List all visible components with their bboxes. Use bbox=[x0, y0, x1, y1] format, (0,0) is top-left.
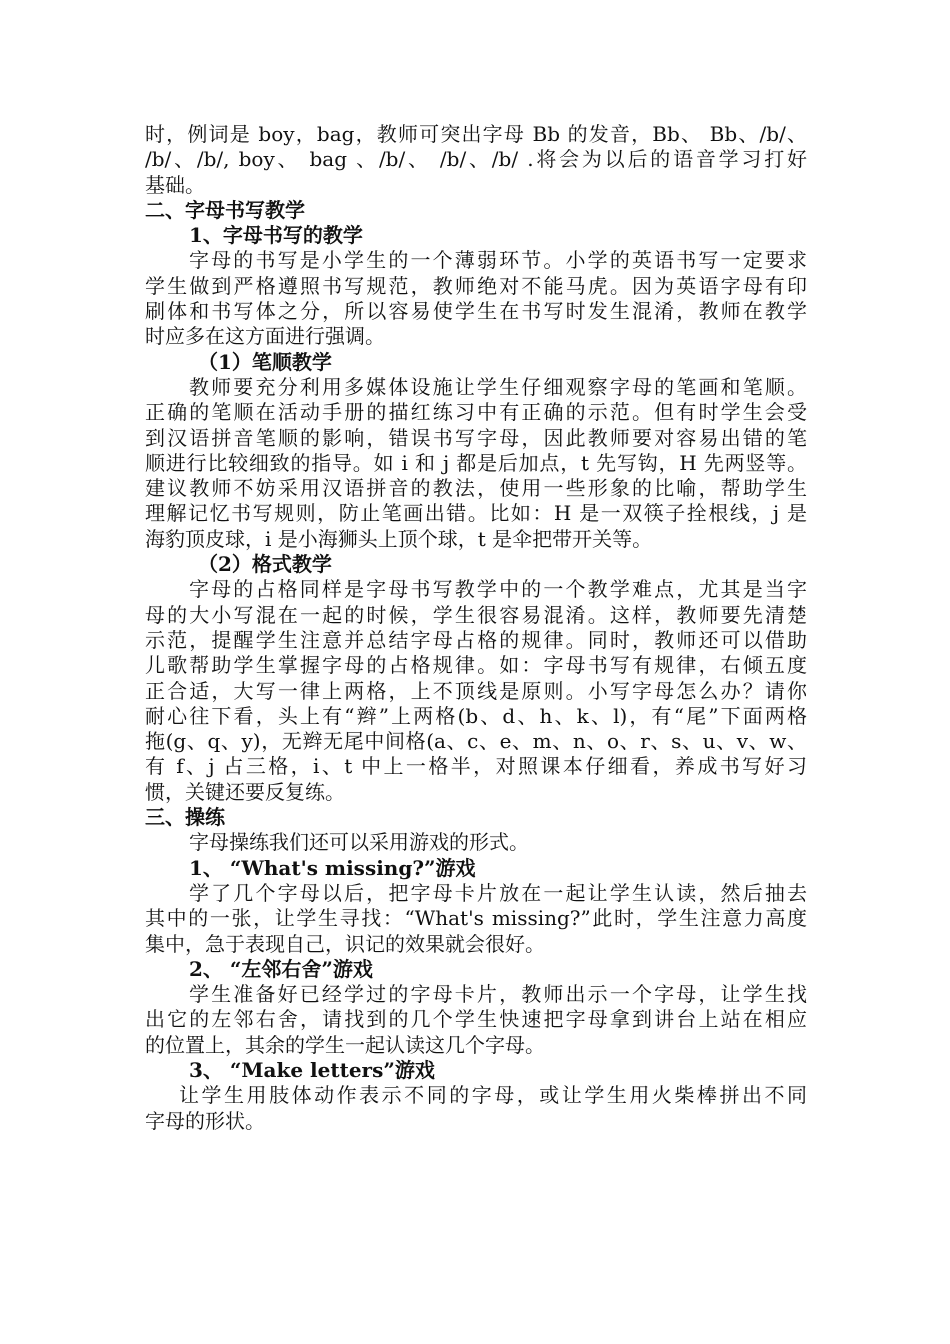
paragraph-line: 儿歌帮助学生掌握字母的占格规律。如：字母书写有规律，右倾五度 bbox=[145, 653, 807, 678]
paragraph-line: 时，例词是 boy，bag，教师可突出字母 Bb 的发音，Bb、 Bb、/b/、 bbox=[145, 122, 807, 146]
paragraph-line: 顺进行比较细致的指导。如 i 和 j 都是后加点，t 先写钩，H 先两竖等。 bbox=[145, 450, 807, 475]
paragraph-line: 基础。 bbox=[145, 172, 205, 197]
paragraph-line: 正确的笔顺在活动手册的描红练习中有正确的示范。但有时学生会受 bbox=[145, 400, 807, 425]
paragraph-line: 正合适，大写一律上两格，上不顶线是原则。小写字母怎么办？请你 bbox=[145, 678, 807, 703]
paragraph-line: 教师要充分利用多媒体设施让学生仔细观察字母的笔画和笔顺。 bbox=[189, 374, 807, 399]
paragraph-line: 字母操练我们还可以采用游戏的形式。 bbox=[189, 830, 529, 855]
document-body bbox=[145, 122, 807, 1134]
paragraph-line: 学生做到严格遵照书写规范，教师绝对不能马虎。因为英语字母有印 bbox=[145, 273, 807, 298]
paragraph-line: 耐心往下看，头上有“辫”上两格(b、d、h、k、l)，有“尾”下面两格 bbox=[145, 703, 807, 728]
paragraph-line: 拖(g、q、y)，无辫无尾中间格(a、c、e、m、n、o、r、s、u、v、w、 bbox=[145, 729, 807, 754]
paragraph-line: 海豹顶皮球，i 是小海狮头上顶个球，t 是伞把带开关等。 bbox=[145, 526, 653, 551]
paragraph-line: 母的大小写混在一起的时候，学生很容易混淆。这样，教师要先清楚 bbox=[145, 602, 807, 627]
subsection-heading: 1、 “What's missing?”游戏 bbox=[189, 855, 476, 880]
paragraph-line: 字母的形状。 bbox=[145, 1108, 265, 1133]
paragraph-line: 有 f、j 占三格，i、t 中上一格半，对照课本仔细看，养成书写好习 bbox=[145, 754, 807, 779]
section-heading: 三、操练 bbox=[145, 805, 225, 830]
paragraph-line: 其中的一张，让学生寻找：“What's missing?”此时，学生注意力高度 bbox=[145, 906, 807, 931]
paragraph-line: 建议教师不妨采用汉语拼音的教法，使用一些形象的比喻，帮助学生 bbox=[145, 476, 807, 501]
paragraph-line: 学生准备好已经学过的字母卡片，教师出示一个字母，让学生找 bbox=[189, 982, 807, 1007]
paragraph-line: 字母的书写是小学生的一个薄弱环节。小学的英语书写一定要求 bbox=[189, 248, 807, 273]
paragraph-line: 字母的占格同样是字母书写教学中的一个教学难点，尤其是当字 bbox=[189, 577, 807, 602]
paragraph-line: 示范，提醒学生注意并总结字母占格的规律。同时，教师还可以借助 bbox=[145, 627, 807, 652]
subsection-heading: 3、 “Make letters”游戏 bbox=[189, 1057, 435, 1082]
subsubsection-heading: （1）笔顺教学 bbox=[198, 349, 332, 374]
paragraph-line: 的位置上，其余的学生一起认读这几个字母。 bbox=[145, 1032, 545, 1057]
paragraph-line: 刷体和书写体之分，所以容易使学生在书写时发生混淆，教师在教学 bbox=[145, 299, 807, 324]
paragraph-line: 集中，急于表现自己，识记的效果就会很好。 bbox=[145, 931, 545, 956]
paragraph-line: 让学生用肢体动作表示不同的字母，或让学生用火柴棒拼出不同 bbox=[179, 1083, 807, 1108]
paragraph-line: 学了几个字母以后，把字母卡片放在一起让学生认读，然后抽去 bbox=[189, 880, 807, 905]
subsection-heading: 2、 “左邻右舍”游戏 bbox=[189, 956, 373, 981]
paragraph-line: /b/、/b/, boy、 bag 、/b/、 /b/、/b/ .将会为以后的语音学习打好 bbox=[145, 147, 807, 172]
paragraph-line: 时应多在这方面进行强调。 bbox=[145, 324, 385, 349]
paragraph-line: 惯，关键还要反复练。 bbox=[145, 779, 345, 804]
subsection-heading: 1、字母书写的教学 bbox=[189, 223, 363, 248]
paragraph-line: 理解记忆书写规则，防止笔画出错。比如：H 是一双筷子拴根线，j 是 bbox=[145, 501, 807, 526]
paragraph-line: 出它的左邻右舍，请找到的几个学生快速把字母拿到讲台上站在相应 bbox=[145, 1007, 807, 1032]
paragraph-line: 到汉语拼音笔顺的影响，错误书写字母，因此教师要对容易出错的笔 bbox=[145, 425, 807, 450]
subsubsection-heading: （2）格式教学 bbox=[198, 552, 332, 577]
section-heading: 二、字母书写教学 bbox=[145, 197, 305, 222]
